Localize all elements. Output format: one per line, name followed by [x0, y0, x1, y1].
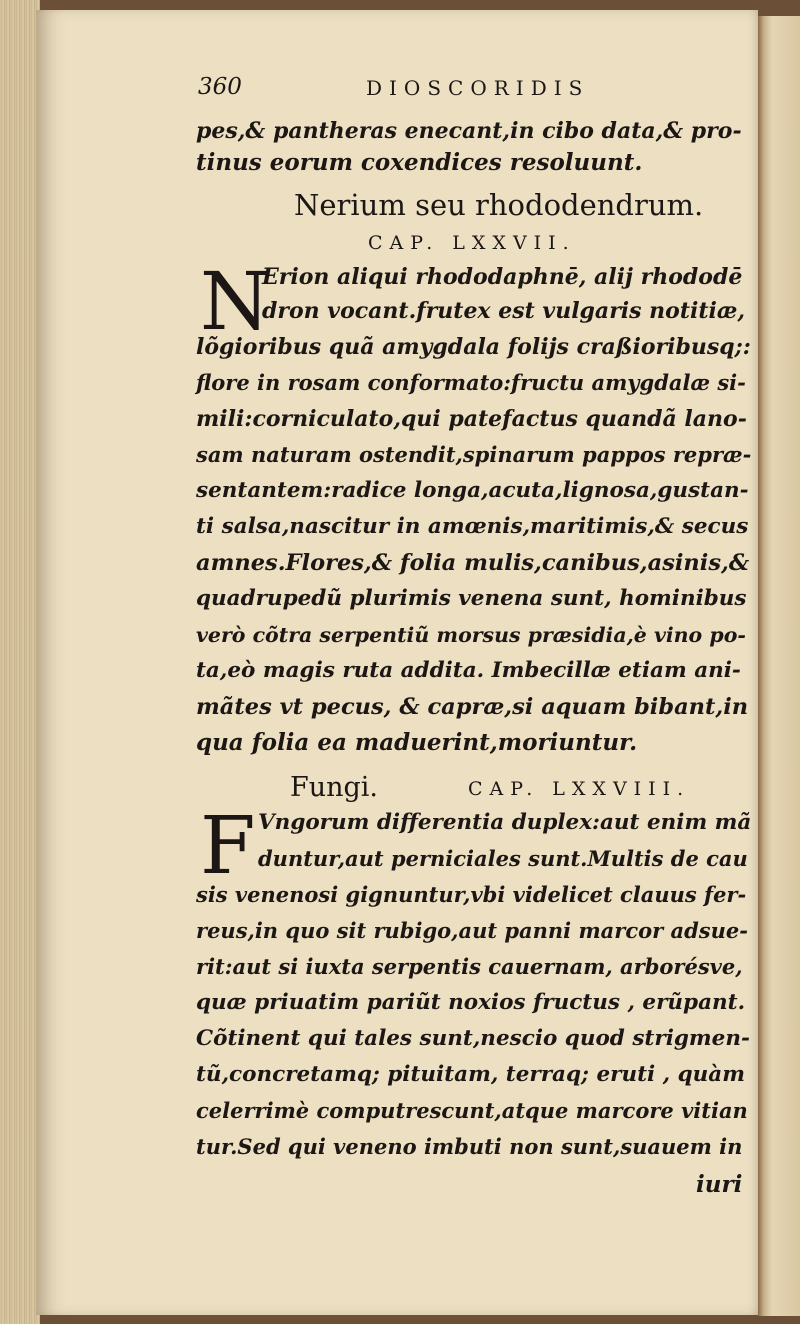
facing-page-edge: [758, 16, 800, 1316]
text-line: quæ priuatim pariũt noxios fructus , erũpant.: [196, 990, 746, 1015]
text-line: dron vocant.frutex est vulgaris notitiæ,: [262, 298, 746, 324]
text-line: verò cõtra serpentiũ morsus præsidia,è vino po-: [196, 623, 746, 647]
text-line: qua folia ea maduerint,moriuntur.: [196, 729, 638, 756]
text-line: pes,& pantheras enecant,in cibo data,& pro-: [196, 118, 742, 144]
chapter-heading: Nerium seu rhododendrum.: [294, 188, 704, 222]
text-line: Vngorum differentia duplex:aut enim mã: [258, 810, 752, 835]
text-line: tinus eorum coxendices resoluunt.: [196, 149, 643, 176]
text-line: ti salsa,nascitur in amœnis,maritimis,& secus: [196, 514, 749, 539]
drop-initial: F: [200, 799, 256, 892]
text-line: Erion aliqui rhododaphnē, alij rhododē: [262, 264, 743, 290]
text-line: tur.Sed qui veneno imbuti non sunt,suauem in: [196, 1134, 743, 1159]
drop-initial: N: [200, 255, 270, 348]
text-line: flore in rosam conformato:fructu amygdalæ si-: [196, 370, 746, 395]
chapter-heading: Fungi.: [290, 772, 379, 803]
folio-number: 360: [198, 74, 242, 100]
chapter-number: CAP. LXXVIII.: [468, 778, 691, 800]
text-line: amnes.Flores,& folia mulis,canibus,asinis,&: [196, 550, 750, 576]
catchword: iuri: [696, 1171, 743, 1198]
text-line: mili:corniculato,qui patefactus quandã lano-: [196, 406, 747, 432]
text-line: Cõtinent qui tales sunt,nescio quod strigmen-: [196, 1026, 750, 1051]
text-line: duntur,aut perniciales sunt.Multis de cau: [258, 846, 748, 871]
page-header: [196, 74, 756, 104]
text-line: quadrupedũ plurimis venena sunt, hominibus: [196, 586, 747, 611]
chapter-number: CAP. LXXVII.: [368, 232, 576, 254]
running-title: DIOSCORIDIS: [366, 76, 590, 100]
text-line: mãtes vt pecus, & capræ,si aquam bibant,in: [196, 694, 749, 720]
text-line: sam naturam ostendit,spinarum pappos repræ-: [196, 442, 752, 467]
text-line: rit:aut si iuxta serpentis cauernam, arborésve,: [196, 954, 743, 979]
text-line: sentantem:radice longa,acuta,lignosa,gustan-: [196, 478, 749, 503]
book-fore-edge-left: [0, 0, 40, 1324]
text-line: sis venenosi gignuntur,vbi videlicet clauus fer-: [196, 882, 747, 907]
text-line: ta,eò magis ruta addita. Imbecillæ etiam ani-: [196, 658, 741, 683]
text-line: lõgioribus quã amygdala folijs craßioribusq;:: [196, 334, 751, 360]
text-line: celerrimè computrescunt,atque marcore vitian: [196, 1098, 748, 1123]
text-line: reus,in quo sit rubigo,aut panni marcor adsue-: [196, 918, 748, 943]
text-line: tũ,concretamq; pituitam, terraq; eruti , quàm: [196, 1062, 745, 1087]
